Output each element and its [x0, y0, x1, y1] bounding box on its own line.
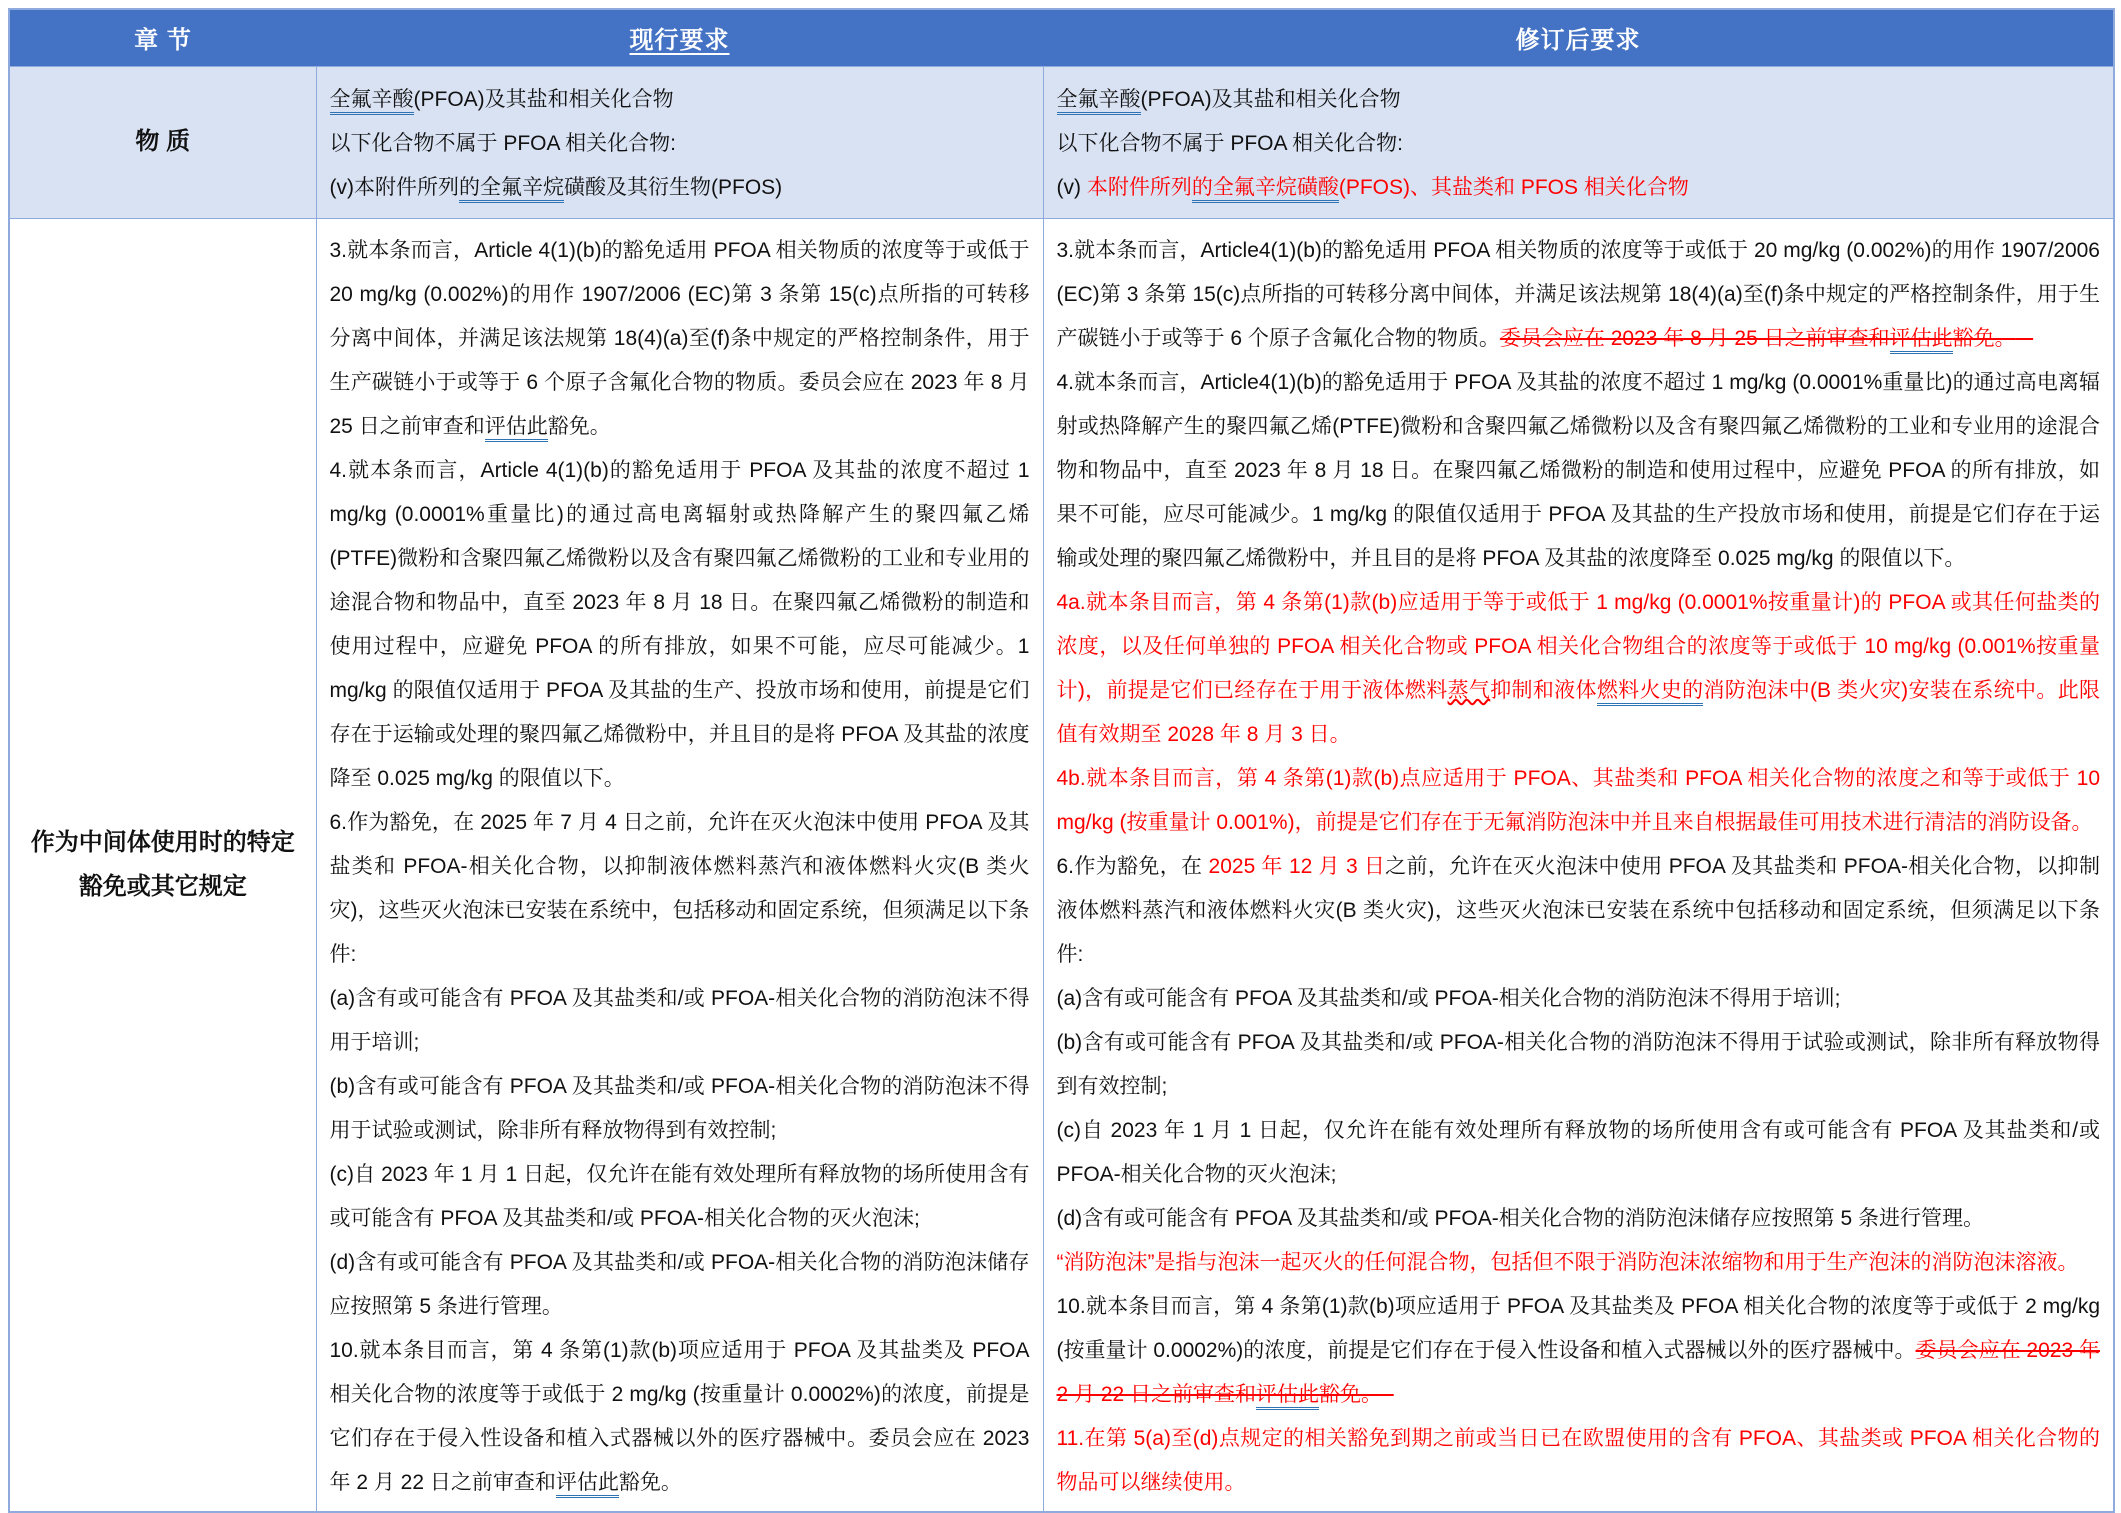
section-label-exemptions: 作为中间体使用时的特定豁免或其它规定	[9, 218, 316, 1512]
revised-substance-cell	[1043, 66, 2114, 218]
text-segment: 评估此	[485, 415, 548, 442]
header-current	[316, 9, 1043, 66]
paragraph	[1057, 78, 2101, 122]
header-current-label: 现行要求	[629, 27, 730, 55]
text-segment: 评估此	[556, 1471, 619, 1498]
text-segment: 以下化合物不属于 PFOA 相关化合物:	[1056, 132, 1404, 155]
text-segment: 3.就本条而言，Article4(1)(b)的豁免适用 PFOA 相关物质的浓度等于或低于 20 mg/kg (0.002%)的用作 1907/2006 (EC)第 3 条第 15(c)点所指的可转移分离中间体，并满足该法规第 18(4)(a)至(f)条中规定的严格控制条件，用于生产碳链小于或等于 6 个原子含氟化合物的物质。	[1056, 238, 2100, 350]
text-segment: 4a.就本条目而言，第 4 条第(1)款(b)应适用于等于或低于 1 mg/kg (0.0001%按重量计)的 PFOA 或其任何盐类的浓度，以及任何单独的 PFOA 相关化合物或 PFOA 相关化合物组合的浓度等于或低于 10 mg/kg (0.001%按重量计)，前提是它们已经存在于用于液体燃料	[1056, 590, 2100, 702]
text-segment: (PFOA)及其盐和相关化合物	[413, 88, 674, 111]
paragraph	[1057, 166, 2101, 210]
paragraph	[1057, 1021, 2101, 1109]
table-row-exemptions	[9, 218, 2114, 1512]
text-segment: 的全氟辛烷	[459, 176, 564, 203]
text-segment: (c)自 2023 年 1 月 1 日起，仅允许在能有效处理所有释放物的场所使用含有或可能含有 PFOA 及其盐类和/或 PFOA-相关化合物的灭火泡沫;	[329, 1162, 1030, 1230]
paragraph	[330, 78, 1030, 122]
text-segment: 6.作为豁免，在	[1056, 854, 1209, 878]
paragraph	[1057, 122, 2101, 166]
text-segment: 豁免。	[547, 414, 611, 438]
current-substance-cell	[316, 66, 1043, 218]
text-segment	[2016, 327, 2034, 350]
paragraph	[1057, 757, 2101, 845]
section-label-substance: 物 质	[9, 66, 316, 218]
text-segment: 4.就本条而言，Article 4(1)(b)的豁免适用于 PFOA 及其盐的浓度不超过 1 mg/kg (0.0001%重量比)的通过高电离辐射或热降解产生的聚四氟乙烯(PTFE)微粉和含聚四氟乙烯微粉以及含有聚四氟乙烯微粉的工业和专业用的途混合物和物品中，直至 2023 年 8 月 18 日。在聚四氟乙烯微粉的制造和使用过程中，应避免 PFOA 的所有排放，如果不可能，应尽可能减少。1 mg/kg 的限值仅适用于 PFOA 及其盐的生产、投放市场和使用，前提是它们存在于运输或处理的聚四氟乙烯微粉中，并且目的是将 PFOA 及其盐的浓度降至 0.025 mg/kg 的限值以下。	[329, 458, 1030, 790]
text-segment: 豁免。	[1319, 1382, 1383, 1406]
paragraph	[330, 229, 1030, 449]
paragraph	[330, 1329, 1030, 1505]
text-segment: (c)自 2023 年 1 月 1 日起，仅允许在能有效处理所有释放物的场所使用含有或可能含有 PFOA 及其盐类和/或 PFOA-相关化合物的灭火泡沫;	[1056, 1118, 2100, 1186]
text-segment	[1382, 1383, 1394, 1406]
paragraph	[330, 801, 1030, 977]
text-segment: 委员会应在 2023 年 2 月 22 日之前审查和	[1056, 1338, 2100, 1406]
text-segment: 2025 年 12 月 3 日	[1208, 854, 1386, 878]
text-segment: 6.作为豁免，在 2025 年 7 月 4 日之前，允许在灭火泡沫中使用 PFOA 及其盐类和 PFOA-相关化合物，以抑制液体燃料蒸汽和液体燃料火灾(B 类火灾)，这些灭火泡沫已安装在系统中，包括移动和固定系统，但须满足以下条件:	[329, 810, 1030, 966]
paragraph	[1057, 581, 2101, 757]
paragraph	[1057, 1109, 2101, 1197]
text-segment: (a)含有或可能含有 PFOA 及其盐类和/或 PFOA-相关化合物的消防泡沫不得用于培训;	[1056, 986, 1841, 1010]
paragraph	[1057, 977, 2101, 1021]
text-segment: 委员会应在 2023 年 8 月 25 日之前审查和	[1499, 326, 1890, 350]
paragraph	[330, 122, 1030, 166]
header-revised	[1043, 9, 2114, 66]
text-segment: 消防泡沫中(B 类火灾)安装在系统中。此限值有效期至 2028 年 8 月 3 日。	[1056, 678, 2101, 746]
paragraph	[1057, 845, 2101, 977]
paragraph	[1057, 1241, 2101, 1285]
paragraph	[1057, 229, 2101, 361]
text-segment: 10.就本条目而言，第 4 条第(1)款(b)项应适用于 PFOA 及其盐类及 PFOA 相关化合物的浓度等于或低于 2 mg/kg (按重量计 0.0002%)的浓度，前提是它们存在于侵入性设备和植入式器械以外的医疗器械中。委员会应在 2023 年 2 月 22 日之前审查和	[329, 1338, 1030, 1494]
paragraph	[330, 1241, 1030, 1329]
paragraph	[1057, 361, 2101, 581]
text-segment: (PFOS)、其盐类和 PFOS 相关化合物	[1338, 176, 1689, 199]
header-section-label: 章 节	[134, 27, 192, 55]
text-segment: 全氟辛酸	[1057, 88, 1141, 115]
text-segment: 之前，允许在灭火泡沫中使用 PFOA 及其盐类和 PFOA-相关化合物，以抑制液体燃料蒸汽和液体燃料火灾(B 类火灾)，这些灭火泡沫已安装在系统中包括移动和固定系统，但须满足以下条件:	[1056, 854, 2100, 966]
text-segment: 豁免。	[1952, 326, 2016, 350]
header-revised-label: 修订后要求	[1515, 27, 1641, 55]
paragraph	[1057, 1197, 2101, 1241]
text-segment: 评估此	[1890, 327, 1953, 354]
text-segment: (PFOA)及其盐和相关化合物	[1140, 88, 1401, 111]
table-header-row	[9, 9, 2114, 66]
paragraph	[1057, 1285, 2101, 1417]
text-segment: 评估此	[1256, 1383, 1319, 1410]
text-segment: (b)含有或可能含有 PFOA 及其盐类和/或 PFOA-相关化合物的消防泡沫不得用于试验或测试，除非所有释放物得到有效控制;	[1056, 1030, 2100, 1098]
text-segment: “消防泡沫”是指与泡沫一起灭火的任何混合物，包括但不限于消防泡沫浓缩物和用于生产泡沫的消防泡沫溶液。	[1056, 1250, 2079, 1274]
text-segment: 全氟辛酸	[330, 88, 414, 115]
text-segment: 蒸气	[1447, 678, 1491, 702]
paragraph	[330, 449, 1030, 801]
text-segment: 豁免。	[618, 1470, 682, 1494]
text-segment: 3.就本条而言，Article 4(1)(b)的豁免适用 PFOA 相关物质的浓度等于或低于 20 mg/kg (0.002%)的用作 1907/2006 (EC)第 3 条第 15(c)点所指的可转移分离中间体，并满足该法规第 18(4)(a)至(f)条中规定的严格控制条件，用于生产碳链小于或等于 6 个原子含氟化合物的物质。委员会应在 2023 年 8 月 25 日之前审查和	[329, 238, 1030, 438]
text-segment: (d)含有或可能含有 PFOA 及其盐类和/或 PFOA-相关化合物的消防泡沫储存应按照第 5 条进行管理。	[1056, 1206, 1985, 1230]
paragraph	[330, 1065, 1030, 1153]
header-section	[9, 9, 316, 66]
requirements-comparison-table	[8, 8, 2115, 1513]
current-exemptions-cell	[316, 218, 1043, 1512]
text-segment: 11.在第 5(a)至(d)点规定的相关豁免到期之前或当日已在欧盟使用的含有 PFOA、其盐类或 PFOA 相关化合物的物品可以继续使用。	[1056, 1426, 2100, 1494]
paragraph	[330, 977, 1030, 1065]
text-segment: (d)含有或可能含有 PFOA 及其盐类和/或 PFOA-相关化合物的消防泡沫储存应按照第 5 条进行管理。	[329, 1250, 1030, 1318]
text-segment: 本附件所列	[1086, 176, 1192, 199]
text-segment: (a)含有或可能含有 PFOA 及其盐类和/或 PFOA-相关化合物的消防泡沫不得用于培训;	[329, 986, 1030, 1054]
table-row-substance	[9, 66, 2114, 218]
text-segment: 的全氟辛烷磺酸	[1192, 176, 1339, 203]
text-segment: 抑制和液体	[1490, 678, 1597, 702]
paragraph	[1057, 1417, 2101, 1505]
text-segment: 以下化合物不属于 PFOA 相关化合物:	[329, 132, 677, 155]
text-segment: 10.就本条目而言，第 4 条第(1)款(b)项应适用于 PFOA 及其盐类及 PFOA 相关化合物的浓度等于或低于 2 mg/kg (按重量计 0.0002%)的浓度，前提是它们存在于侵入性设备和植入式器械以外的医疗器械中。	[1056, 1294, 2100, 1362]
text-segment: 磺酸及其衍生物(PFOS)	[564, 176, 783, 199]
text-segment: 燃料火史的	[1597, 679, 1704, 706]
text-segment: (b)含有或可能含有 PFOA 及其盐类和/或 PFOA-相关化合物的消防泡沫不得用于试验或测试，除非所有释放物得到有效控制;	[329, 1074, 1030, 1142]
text-segment: 4.就本条而言，Article4(1)(b)的豁免适用于 PFOA 及其盐的浓度不超过 1 mg/kg (0.0001%重量比)的通过高电离辐射或热降解产生的聚四氟乙烯(PTFE)微粉和含聚四氟乙烯微粉以及含有聚四氟乙烯微粉的工业和专业用的途混合物和物品中，直至 2023 年 8 月 18 日。在聚四氟乙烯微粉的制造和使用过程中，应避免 PFOA 的所有排放，如果不可能，应尽可能减少。1 mg/kg 的限值仅适用于 PFOA 及其盐的生产投放市场和使用，前提是它们存在于运输或处理的聚四氟乙烯微粉中，并且目的是将 PFOA 及其盐的浓度降至 0.025 mg/kg 的限值以下。	[1056, 370, 2100, 570]
text-segment: (v)	[1056, 176, 1087, 199]
text-segment: (v)本附件所列	[329, 176, 459, 199]
revised-exemptions-cell	[1043, 218, 2114, 1512]
text-segment: 4b.就本条目而言，第 4 条第(1)款(b)点应适用于 PFOA、其盐类和 PFOA 相关化合物的浓度之和等于或低于 10 mg/kg (按重量计 0.001%)，前提是它们存在于无氟消防泡沫中并且来自根据最佳可用技术进行清洁的消防设备。	[1056, 766, 2100, 834]
paragraph	[330, 166, 1030, 210]
